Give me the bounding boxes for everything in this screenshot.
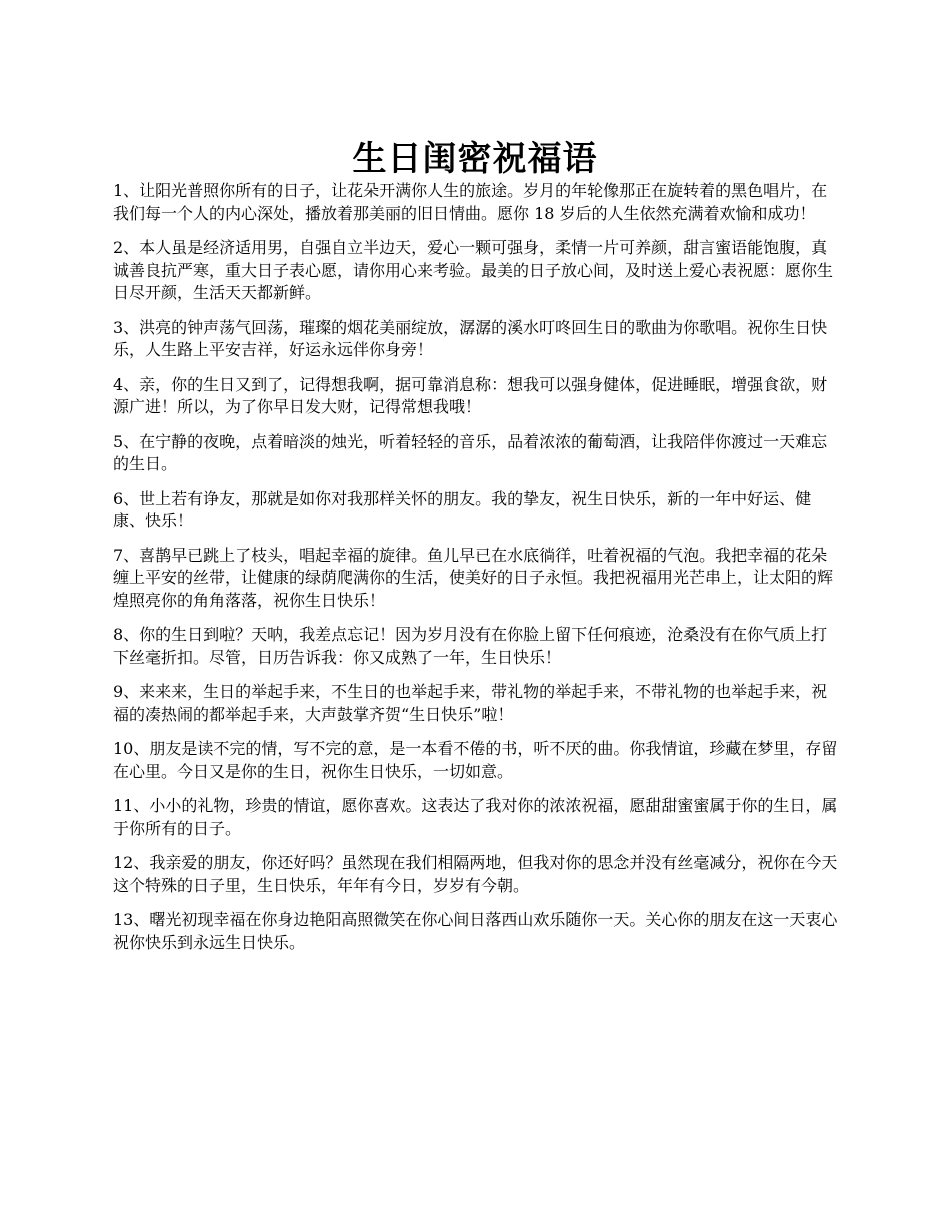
paragraph-9: 9、来来来，生日的举起手来，不生日的也举起手来，带礼物的举起手来，不带礼物的也举起手来，祝福的凑热闹的都举起手来，大声鼓掌齐贺“生日快乐”啦！ bbox=[113, 682, 828, 724]
paragraph-8: 8、你的生日到啦？天呐，我差点忘记！因为岁月没有在你脸上留下任何痕迹，沧桑没有在你气质上打下丝毫折扣。尽管，日历告诉我：你又成熟了一年，生日快乐！ bbox=[113, 625, 828, 667]
paragraph-13: 13、曙光初现幸福在你身边艳阳高照微笑在你心间日落西山欢乐随你一天。关心你的朋友在这一天衷心祝你快乐到永远生日快乐。 bbox=[113, 910, 838, 952]
paragraph-11: 11、小小的礼物，珍贵的情谊，愿你喜欢。这表达了我对你的浓浓祝福，愿甜甜蜜蜜属于你的生日，属于你所有的日子。 bbox=[113, 796, 838, 838]
document-title: 生日闺密祝福语 bbox=[352, 138, 598, 179]
paragraph-3: 3、洪亮的钟声荡气回荡，璀璨的烟花美丽绽放，潺潺的溪水叮咚回生日的歌曲为你歌唱。祝你生日快乐，人生路上平安吉祥，好运永远伴你身旁！ bbox=[113, 317, 828, 359]
paragraph-10: 10、朋友是读不完的情，写不完的意，是一本看不倦的书，听不厌的曲。你我情谊，珍藏在梦里，存留在心里。今日又是你的生日，祝你生日快乐，一切如意。 bbox=[113, 739, 838, 781]
paragraph-6: 6、世上若有诤友，那就是如你对我那样关怀的朋友。我的挚友，祝生日快乐，新的一年中好运、健康、快乐！ bbox=[113, 488, 812, 530]
paragraph-12: 12、我亲爱的朋友，你还好吗？虽然现在我们相隔两地，但我对你的思念并没有丝毫减分，祝你在今天这个特殊的日子里，生日快乐，年年有今日，岁岁有今朝。 bbox=[113, 853, 838, 895]
paragraph-5: 5、在宁静的夜晚，点着暗淡的烛光，听着轻轻的音乐，品着浓浓的葡萄酒，让我陪伴你渡过一天难忘的生日。 bbox=[113, 431, 828, 473]
paragraph-2: 2、本人虽是经济适用男，自强自立半边天，爱心一颗可强身，柔情一片可养颜，甜言蜜语能饱腹，真诚善良抗严寒，重大日子表心愿，请你用心来考验。最美的日子放心间，及时送上爱心表祝愿：愿你生日尽开颜，生活天天都新鲜。 bbox=[113, 238, 834, 302]
paragraph-7: 7、喜鹊早已跳上了枝头，唱起幸福的旋律。鱼儿早已在水底徜徉，吐着祝福的气泡。我把幸福的花朵缠上平安的丝带，让健康的绿荫爬满你的生活，使美好的日子永恒。我把祝福用光芒串上，让太阳的辉煌照亮你的角角落落，祝你生日快乐！ bbox=[113, 545, 834, 610]
paragraph-4: 4、亲，你的生日又到了，记得想我啊，据可靠消息称：想我可以强身健体，促进睡眠，增强食欲，财源广进！所以，为了你早日发大财，记得常想我哦！ bbox=[113, 374, 828, 416]
document-body bbox=[113, 180, 843, 966]
paragraph-1: 1、让阳光普照你所有的日子，让花朵开满你人生的旅途。岁月的年轮像那正在旋转着的黑色唱片，在我们每一个人的内心深处，播放着那美丽的旧日情曲。愿你 18 岁后的人生依然充满着欢愉和成功！ bbox=[113, 181, 828, 223]
